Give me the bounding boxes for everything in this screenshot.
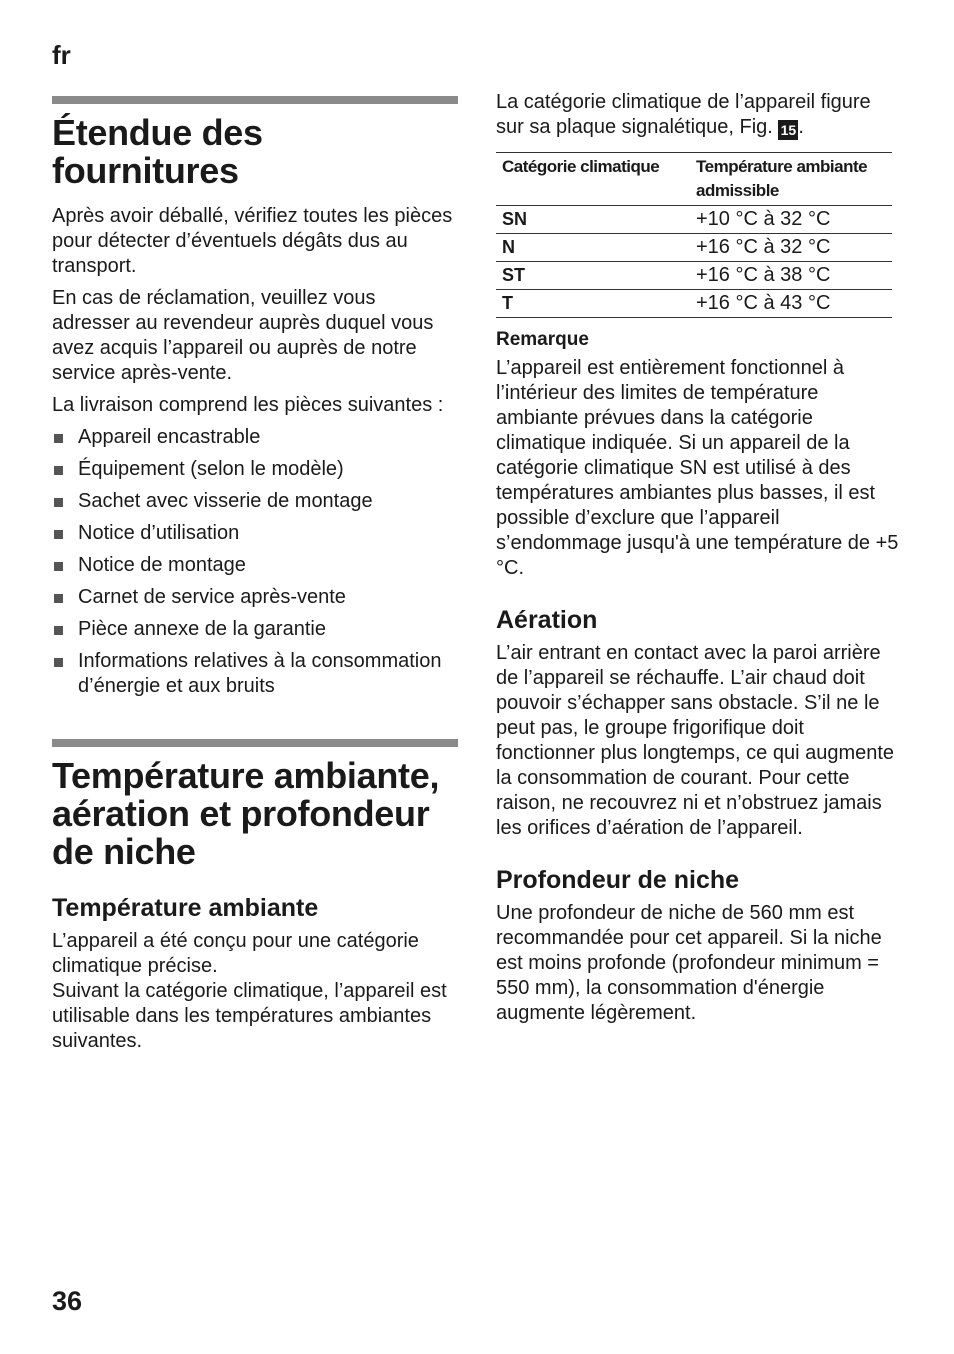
table-cell: +16 °C à 38 °C (690, 262, 892, 290)
list-item: Informations relatives à la consommation d’énergie et aux bruits (52, 649, 458, 699)
bullet-icon (54, 594, 63, 603)
bullet-icon (54, 562, 63, 571)
right-column (496, 90, 901, 1033)
title-line: de niche (52, 831, 196, 872)
delivery-list (52, 425, 458, 699)
section-rule (52, 739, 458, 747)
remark-text: L’appareil est entièrement fonctionnel à l’intérieur des limites de température ambiante prévues dans la catégorie climatique indiquée. Si un appareil de la catégorie climatique SN est utilisé à des températures ambiantes plus basses, il est possible d’exclure que l’appareil s’endommage jusqu'à une température de +5 °C. (496, 357, 899, 579)
table-cell: +16 °C à 32 °C (690, 234, 892, 262)
table-row (496, 290, 892, 318)
table-cell: +10 °C à 32 °C (690, 206, 892, 234)
paragraph: L’appareil a été conçu pour une catégorie climatique précise. (52, 930, 419, 977)
page-number: 36 (52, 1286, 83, 1316)
list-item: Notice d’utilisation (52, 521, 458, 546)
list-item: Notice de montage (52, 553, 458, 578)
bullet-icon (54, 658, 63, 667)
subsection-title-niche: Profondeur de niche (496, 866, 740, 894)
table-row (496, 234, 892, 262)
table-cell: SN (496, 206, 690, 234)
paragraph: Après avoir déballé, vérifiez toutes les pièces pour détecter d’éventuels dégâts dus au transport. (52, 205, 453, 277)
list-item: Carnet de service après-vente (52, 585, 458, 610)
list-item: Sachet avec visserie de montage (52, 489, 458, 514)
bullet-icon (54, 626, 63, 635)
list-item: Équipement (selon le modèle) (52, 457, 458, 482)
bullet-icon (54, 466, 63, 475)
bullet-icon (54, 434, 63, 443)
title-line: Étendue des (52, 112, 263, 153)
subsection-title-temperature-ambiante: Température ambiante (52, 894, 319, 922)
title-line: fournitures (52, 150, 239, 191)
subsection-title-aeration: Aération (496, 606, 598, 634)
column-header: Température ambiante admissible (690, 153, 892, 206)
bullet-icon (54, 498, 63, 507)
list-item: Appareil encastrable (52, 425, 458, 450)
list-item: Pièce annexe de la garantie (52, 617, 458, 642)
climate-intro: La catégorie climatique de l’appareil figure sur sa plaque signalétique, Fig. 15 . (496, 91, 871, 138)
title-line: aération et profondeur (52, 793, 430, 834)
column-header: Catégorie climatique (496, 153, 690, 206)
table-cell: N (496, 234, 690, 262)
table-cell: +16 °C à 43 °C (690, 290, 892, 318)
climate-table (496, 152, 892, 318)
remark-label: Remarque (496, 329, 589, 350)
left-column (52, 96, 458, 1061)
table-row (496, 262, 892, 290)
paragraph: La livraison comprend les pièces suivantes : (52, 394, 444, 416)
table-cell: ST (496, 262, 690, 290)
bullet-icon (54, 530, 63, 539)
table-cell: T (496, 290, 690, 318)
paragraph: Suivant la catégorie climatique, l’appareil est utilisable dans les températures ambiantes suivantes. (52, 980, 447, 1052)
table-header-row (496, 153, 892, 206)
niche-text: Une profondeur de niche de 560 mm est recommandée pour cet appareil. Si la niche est moins profonde (profondeur minimum = 550 mm), la consommation d'énergie augmente légèrement. (496, 902, 882, 1024)
section-title-fournitures (52, 114, 458, 190)
language-marker: fr (52, 40, 71, 70)
section-title-temperature (52, 757, 458, 871)
aeration-text: L’air entrant en contact avec la paroi arrière de l’appareil se réchauffe. L’air chaud doit pouvoir s’échapper sans obstacle. S’il ne le peut pas, le groupe frigorifique doit fonctionner plus longtemps, ce qui augmente la consommation de courant. Pour cette raison, ne recouvrez ni et n’obstruez jamais les orifices d’aération de l’appareil. (496, 642, 895, 839)
section-rule (52, 96, 458, 104)
figure-ref-icon: 15 (778, 120, 798, 140)
title-line: Température ambiante, (52, 755, 440, 796)
paragraph: En cas de réclamation, veuillez vous adresser au revendeur auprès duquel vous avez acquis l’appareil ou auprès de notre service après-vente. (52, 287, 434, 384)
table-row (496, 206, 892, 234)
